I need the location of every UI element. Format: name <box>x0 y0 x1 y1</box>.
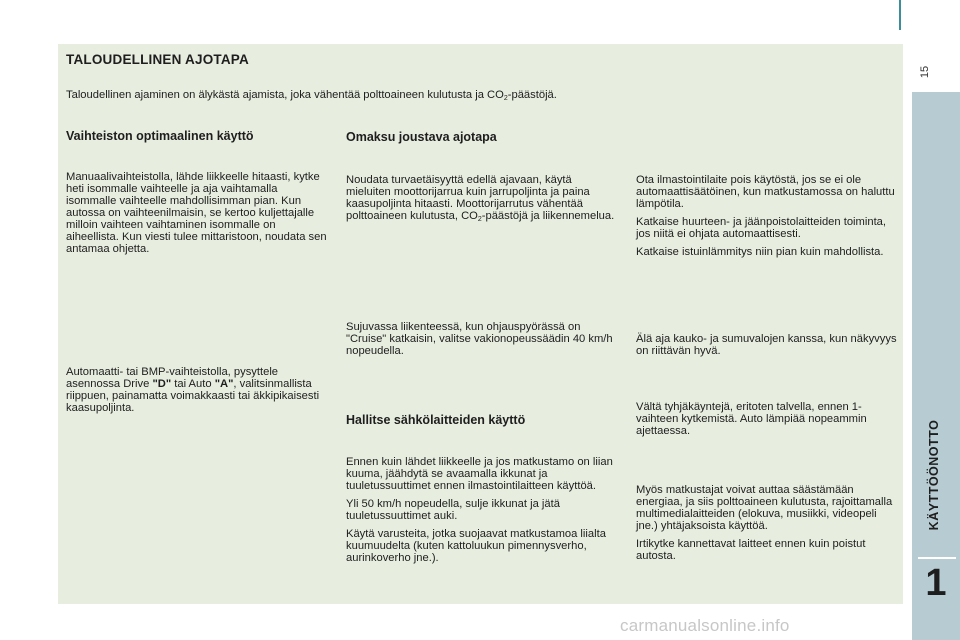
idling-text: Vältä tyhjäkäyntejä, eritoten talvella, ennen 1-vaihteen kytkemistä. Auto lämpiää nopeammin ajettaessa. <box>636 401 867 437</box>
engine-braking-text: Noudata turvaetäisyyttä edellä ajavaan, käytä mieluiten moottorijarrua kuin jarrupoljinta ja paina kaasupoljinta hitaasti. Moottorijarrutus vähentää polttoaineen kulutusta, $CO_2$-päästöjä ja liikennemelua. <box>346 174 615 223</box>
chapter-number: 1 <box>925 562 947 604</box>
automatic-gearbox-text: Automaatti- tai BMP-vaihteistolla, pysyttele asennossa Drive "D" tai Auto "A", valitsinmallista riippuen, painamatta voimakkaasti tai äkkipikaisesti kaasupoljinta. <box>66 366 320 414</box>
top-accent-bar <box>899 0 901 30</box>
page-title: TALOUDELLINEN AJOTAPA <box>66 52 249 67</box>
passengers-text: Myös matkustajat voivat auttaa säästämään energiaa, ja siis polttoaineen kulutusta, rajoittamalla multimedialaitteiden (elokuva, musiikki, videopeli jne.) yhtäjaksoista käyttöä. Irtikytke kannettavat laitteet ennen kuin poistut autosta. <box>636 484 893 562</box>
electrical-equipment-text: Ennen kuin lähdet liikkeelle ja jos matkustamo on liian kuuma, jäähdytä se avaamalla ikkunat ja tuuletussuuttimet ennen ilmastointilaitteen käyttöä. Yli 50 km/h nopeudella, sulje ikkunat ja jätä tuuletussuuttimet auki. Käytä varusteita, jotka suojaavat matkustamoa liialta kuumuudelta (kuten kattoluukun pimennysverho, aurinkoverho jne.). <box>346 456 613 564</box>
manual-gearbox-text: Manuaalivaihteistolla, lähde liikkeelle hitaasti, kytke heti isommalle vaihteelle ja aja vaihtamalla isommalle vaihteelle mahdollisimman pian. Kun autossa on vaihteenilmaisin, se kertoo kuljettajalle milloin vaihteen vaihtaminen isommalle on aiheellista. Kun viesti tulee mittaristoon, noudata sen antamaa ohjetta. <box>66 171 327 255</box>
cruise-control-text: Sujuvassa liikenteessä, kun ohjauspyörässä on "Cruise" katkaisin, valitse vakionopeussäädin 40 km/h nopeudella. <box>346 321 613 357</box>
chapter-label: KÄYTTÖÖNOTTO <box>927 419 941 531</box>
intro-text: Taloudellinen ajaminen on älykästä ajamista, joka vähentää polttoaineen kulutusta ja $CO_2$-päästöjä. <box>66 89 557 102</box>
air-conditioning-text: Ota ilmastointilaite pois käytöstä, jos se ei ole automaattisäätöinen, kun matkustamossa on haluttu lämpötila. Katkaise huurteen- ja jäänpoistolaitteiden toiminta, jos niitä ei ohjata automaattisesti. Katkaise istuinlämmitys niin pian kuin mahdollista. <box>636 174 895 258</box>
page-number: 15 <box>919 65 931 79</box>
lights-text: Älä aja kauko- ja sumuvalojen kanssa, kun näkyvyys on riittävän hyvä. <box>636 333 897 357</box>
watermark: carmanualsonline.info <box>620 616 790 635</box>
chapter-divider <box>918 557 956 559</box>
electrical-equipment-heading: Hallitse sähkölaitteiden käyttö <box>346 413 526 427</box>
gearbox-heading: Vaihteiston optimaalinen käyttö <box>66 129 254 143</box>
flexible-driving-heading: Omaksu joustava ajotapa <box>346 130 497 144</box>
